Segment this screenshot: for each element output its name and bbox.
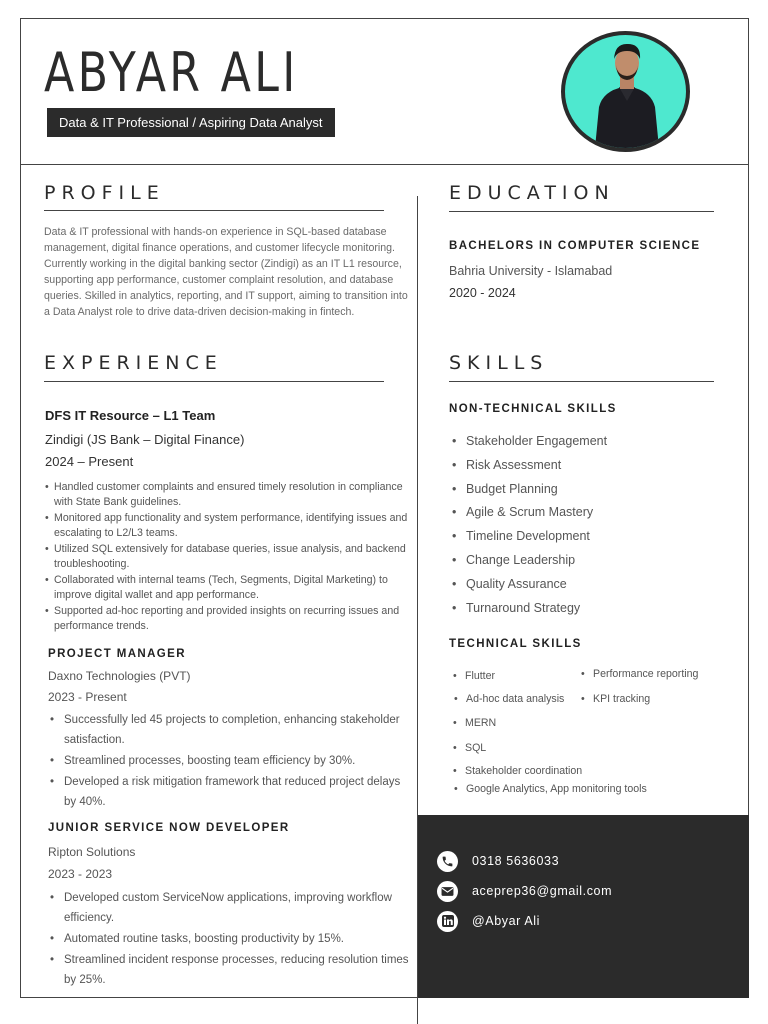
skills-underline bbox=[449, 381, 714, 382]
job1-bullets bbox=[45, 480, 415, 635]
profile-summary: Data & IT professional with hands-on experience in SQL-based database management, digital finance operations, and customer lifecycle monitoring. Currently working in the digital banking sector (Zindigi) as an IT L1 resource, supporting app performance, customer complaint resolution, and database queries. Skilled in analytics, reporting, and IT support, aiming to transition into a Data Analyst role to drive data-driven decision-making in fintech. bbox=[44, 226, 408, 318]
linkedin-icon bbox=[437, 911, 458, 932]
profile-heading: PROFILE bbox=[44, 182, 165, 204]
non-technical-skills-list bbox=[452, 431, 607, 621]
education-degree: BACHELORS IN COMPUTER SCIENCE bbox=[449, 240, 701, 252]
list-item: • Handled customer complaints and ensured timely resolution in compliance with State Bank guidelines. bbox=[45, 480, 415, 509]
profile-underline bbox=[44, 210, 384, 211]
job3-bullets bbox=[48, 888, 413, 991]
non-technical-skills-heading: NON-TECHNICAL SKILLS bbox=[449, 403, 617, 415]
contact-linkedin: @Abyar Ali bbox=[472, 914, 541, 928]
job2-bullets bbox=[48, 710, 413, 813]
list-item: • Stakeholder Engagement bbox=[452, 431, 607, 455]
list-item: • Turnaround Strategy bbox=[452, 598, 607, 622]
list-item: • Budget Planning bbox=[452, 479, 607, 503]
contact-email-row[interactable] bbox=[437, 880, 612, 902]
education-heading: EDUCATION bbox=[449, 182, 615, 204]
experience-heading: EXPERIENCE bbox=[44, 352, 223, 374]
job1-dates: 2024 – Present bbox=[45, 454, 134, 469]
list-item: • Streamlined processes, boosting team efficiency by 30%. bbox=[48, 751, 413, 771]
list-item: • Stakeholder coordination bbox=[465, 765, 582, 777]
list-item: • Supported ad-hoc reporting and provided insights on recurring issues and performance trends. bbox=[45, 604, 415, 633]
list-item: • Change Leadership bbox=[452, 550, 607, 574]
email-icon bbox=[437, 881, 458, 902]
list-item: • Monitored app functionality and system performance, identifying issues and escalating to L2/L3 teams. bbox=[45, 511, 415, 540]
job3-title: JUNIOR SERVICE NOW DEVELOPER bbox=[48, 822, 290, 834]
candidate-name: ABYAR ALI bbox=[44, 41, 299, 104]
phone-icon bbox=[437, 851, 458, 872]
job2-dates: 2023 - Present bbox=[48, 690, 127, 704]
person-portrait-icon bbox=[565, 35, 686, 148]
list-item: • Timeline Development bbox=[452, 526, 607, 550]
list-item: • Developed a risk mitigation framework that reduced project delays by 40%. bbox=[48, 772, 413, 812]
list-item: • Quality Assurance bbox=[452, 574, 607, 598]
list-item: • Risk Assessment bbox=[452, 455, 607, 479]
job2-title: PROJECT MANAGER bbox=[48, 648, 186, 660]
job3-dates: 2023 - 2023 bbox=[48, 867, 113, 881]
list-item: • Streamlined incident response processes, reducing resolution times by 25%. bbox=[48, 950, 413, 990]
job3-company: Ripton Solutions bbox=[48, 845, 136, 859]
contact-phone: 0318 5636033 bbox=[472, 854, 560, 868]
education-underline bbox=[449, 211, 714, 212]
job1-company: Zindigi (JS Bank – Digital Finance) bbox=[45, 432, 245, 447]
list-item: • Flutter bbox=[465, 670, 495, 682]
job1-title: DFS IT Resource – L1 Team bbox=[45, 408, 216, 423]
skills-heading: SKILLS bbox=[449, 352, 549, 374]
contact-panel bbox=[418, 815, 749, 998]
contact-phone-row[interactable] bbox=[437, 850, 559, 872]
profile-photo bbox=[561, 31, 690, 152]
contact-linkedin-row[interactable] bbox=[437, 910, 540, 932]
list-item: • Successfully led 45 projects to completion, enhancing stakeholder satisfaction. bbox=[48, 710, 413, 750]
list-item: • Automated routine tasks, boosting productivity by 15%. bbox=[48, 929, 413, 949]
education-dates: 2020 - 2024 bbox=[449, 286, 516, 300]
list-item: • Google Analytics, App monitoring tools bbox=[466, 783, 647, 795]
list-item: • SQL bbox=[465, 742, 486, 754]
contact-email: aceprep36@gmail.com bbox=[472, 884, 613, 898]
candidate-title: Data & IT Professional / Aspiring Data Analyst bbox=[47, 108, 335, 137]
technical-skills-heading: TECHNICAL SKILLS bbox=[449, 638, 582, 650]
list-item: • Agile & Scrum Mastery bbox=[452, 502, 607, 526]
list-item: • Ad-hoc data analysis bbox=[466, 693, 564, 705]
list-item: • Collaborated with internal teams (Tech, Segments, Digital Marketing) to improve digital wallet and app performance. bbox=[45, 573, 415, 602]
list-item: • Utilized SQL extensively for database queries, issue analysis, and backend troubleshooting. bbox=[45, 542, 415, 571]
education-school: Bahria University - Islamabad bbox=[449, 264, 613, 278]
list-item: • MERN bbox=[465, 717, 496, 729]
job2-company: Daxno Technologies (PVT) bbox=[48, 669, 191, 683]
list-item: • KPI tracking bbox=[593, 693, 650, 705]
list-item: • Developed custom ServiceNow applications, improving workflow efficiency. bbox=[48, 888, 413, 928]
header-divider bbox=[20, 164, 749, 165]
experience-underline bbox=[44, 381, 384, 382]
list-item: • Performance reporting bbox=[593, 668, 698, 680]
